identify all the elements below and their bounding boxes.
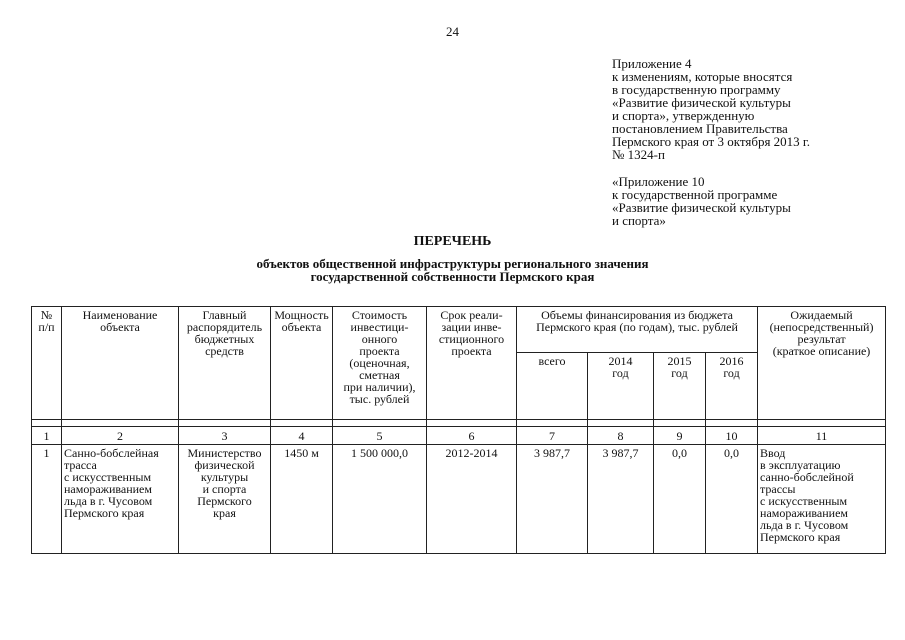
column-number: 1 [32,427,62,445]
header-2016: 2016 год [706,353,758,420]
cell-term: 2012-2014 [427,445,517,554]
appendix-4-line: № 1324-п [612,147,665,162]
appendix-10-line: и спорта» [612,213,666,228]
column-number: 2 [62,427,179,445]
spacer-cell [654,420,706,427]
cell-manager: Министерство физической культуры и спорта Пермского края [179,445,271,554]
column-number: 5 [333,427,427,445]
spacer-cell [427,420,517,427]
header-num: № п/п [32,307,62,420]
appendix-10-line: «Развитие физической культуры [612,200,791,215]
spacer-cell [333,420,427,427]
spacer-cell [758,420,886,427]
appendix-10-line: к государственной программе [612,187,778,202]
header-result: Ожидаемый (непосредственный) результат (краткое описание) [758,307,886,420]
cell-cost: 1 500 000,0 [333,445,427,554]
header-2015: 2015 год [654,353,706,420]
cell-total: 3 987,7 [517,445,588,554]
column-number: 4 [271,427,333,445]
appendix-4-line: Пермского края от 3 октября 2013 г. [612,134,811,149]
header-term: Срок реали- зации инве- стиционного проекта [427,307,517,420]
header-total: всего [517,353,588,420]
appendix-4-block [612,57,882,161]
column-number: 3 [179,427,271,445]
appendix-4-line: «Развитие физической культуры [612,95,791,110]
header-funding: Объемы финансирования из бюджета Пермского края (по годам), тыс. рублей [517,307,758,353]
cell-2016: 0,0 [706,445,758,554]
cell-result: Ввод в эксплуатацию санно-бобслейной трассы с искусственным намораживанием льда в г. Чусовом Пермского края [758,445,886,554]
spacer-cell [588,420,654,427]
spacer-cell [62,420,179,427]
objects-table [31,306,886,554]
subtitle-line: государственной собственности Пермского края [310,269,595,284]
cell-2014: 3 987,7 [588,445,654,554]
appendix-4-line: в государственную программу [612,82,781,97]
appendix-10-line: «Приложение 10 [612,174,705,189]
cell-num: 1 [32,445,62,554]
header-cost: Стоимость инвестици- онного проекта (оценочная, сметная при наличии), тыс. рублей [333,307,427,420]
column-number: 8 [588,427,654,445]
cell-name: Санно-бобслейная трасса с искусственным намораживанием льда в г. Чусовом Пермского края [62,445,179,554]
column-number: 10 [706,427,758,445]
spacer-cell [179,420,271,427]
spacer-cell [32,420,62,427]
header-capacity: Мощность объекта [271,307,333,420]
cell-2015: 0,0 [654,445,706,554]
header-name: Наименование объекта [62,307,179,420]
subtitle-line: объектов общественной инфраструктуры регионального значения [256,256,649,271]
spacer-cell [271,420,333,427]
appendix-4-line: к изменениям, которые вносятся [612,69,793,84]
table-row [32,445,886,554]
column-number: 11 [758,427,886,445]
appendix-4-line: постановлением Правительства [612,121,788,136]
appendix-4-line: и спорта», утвержденную [612,108,755,123]
document-title: ПЕРЕЧЕНЬ [413,234,492,249]
appendix-4-line: Приложение 4 [612,56,692,71]
column-number: 7 [517,427,588,445]
document-subtitle [0,257,905,283]
header-manager: Главный распорядитель бюджетных средств [179,307,271,420]
spacer-cell [517,420,588,427]
column-number: 6 [427,427,517,445]
page-number: 24 [446,24,459,39]
header-2014: 2014 год [588,353,654,420]
column-number: 9 [654,427,706,445]
spacer-cell [706,420,758,427]
appendix-10-block [612,175,882,227]
cell-capacity: 1450 м [271,445,333,554]
